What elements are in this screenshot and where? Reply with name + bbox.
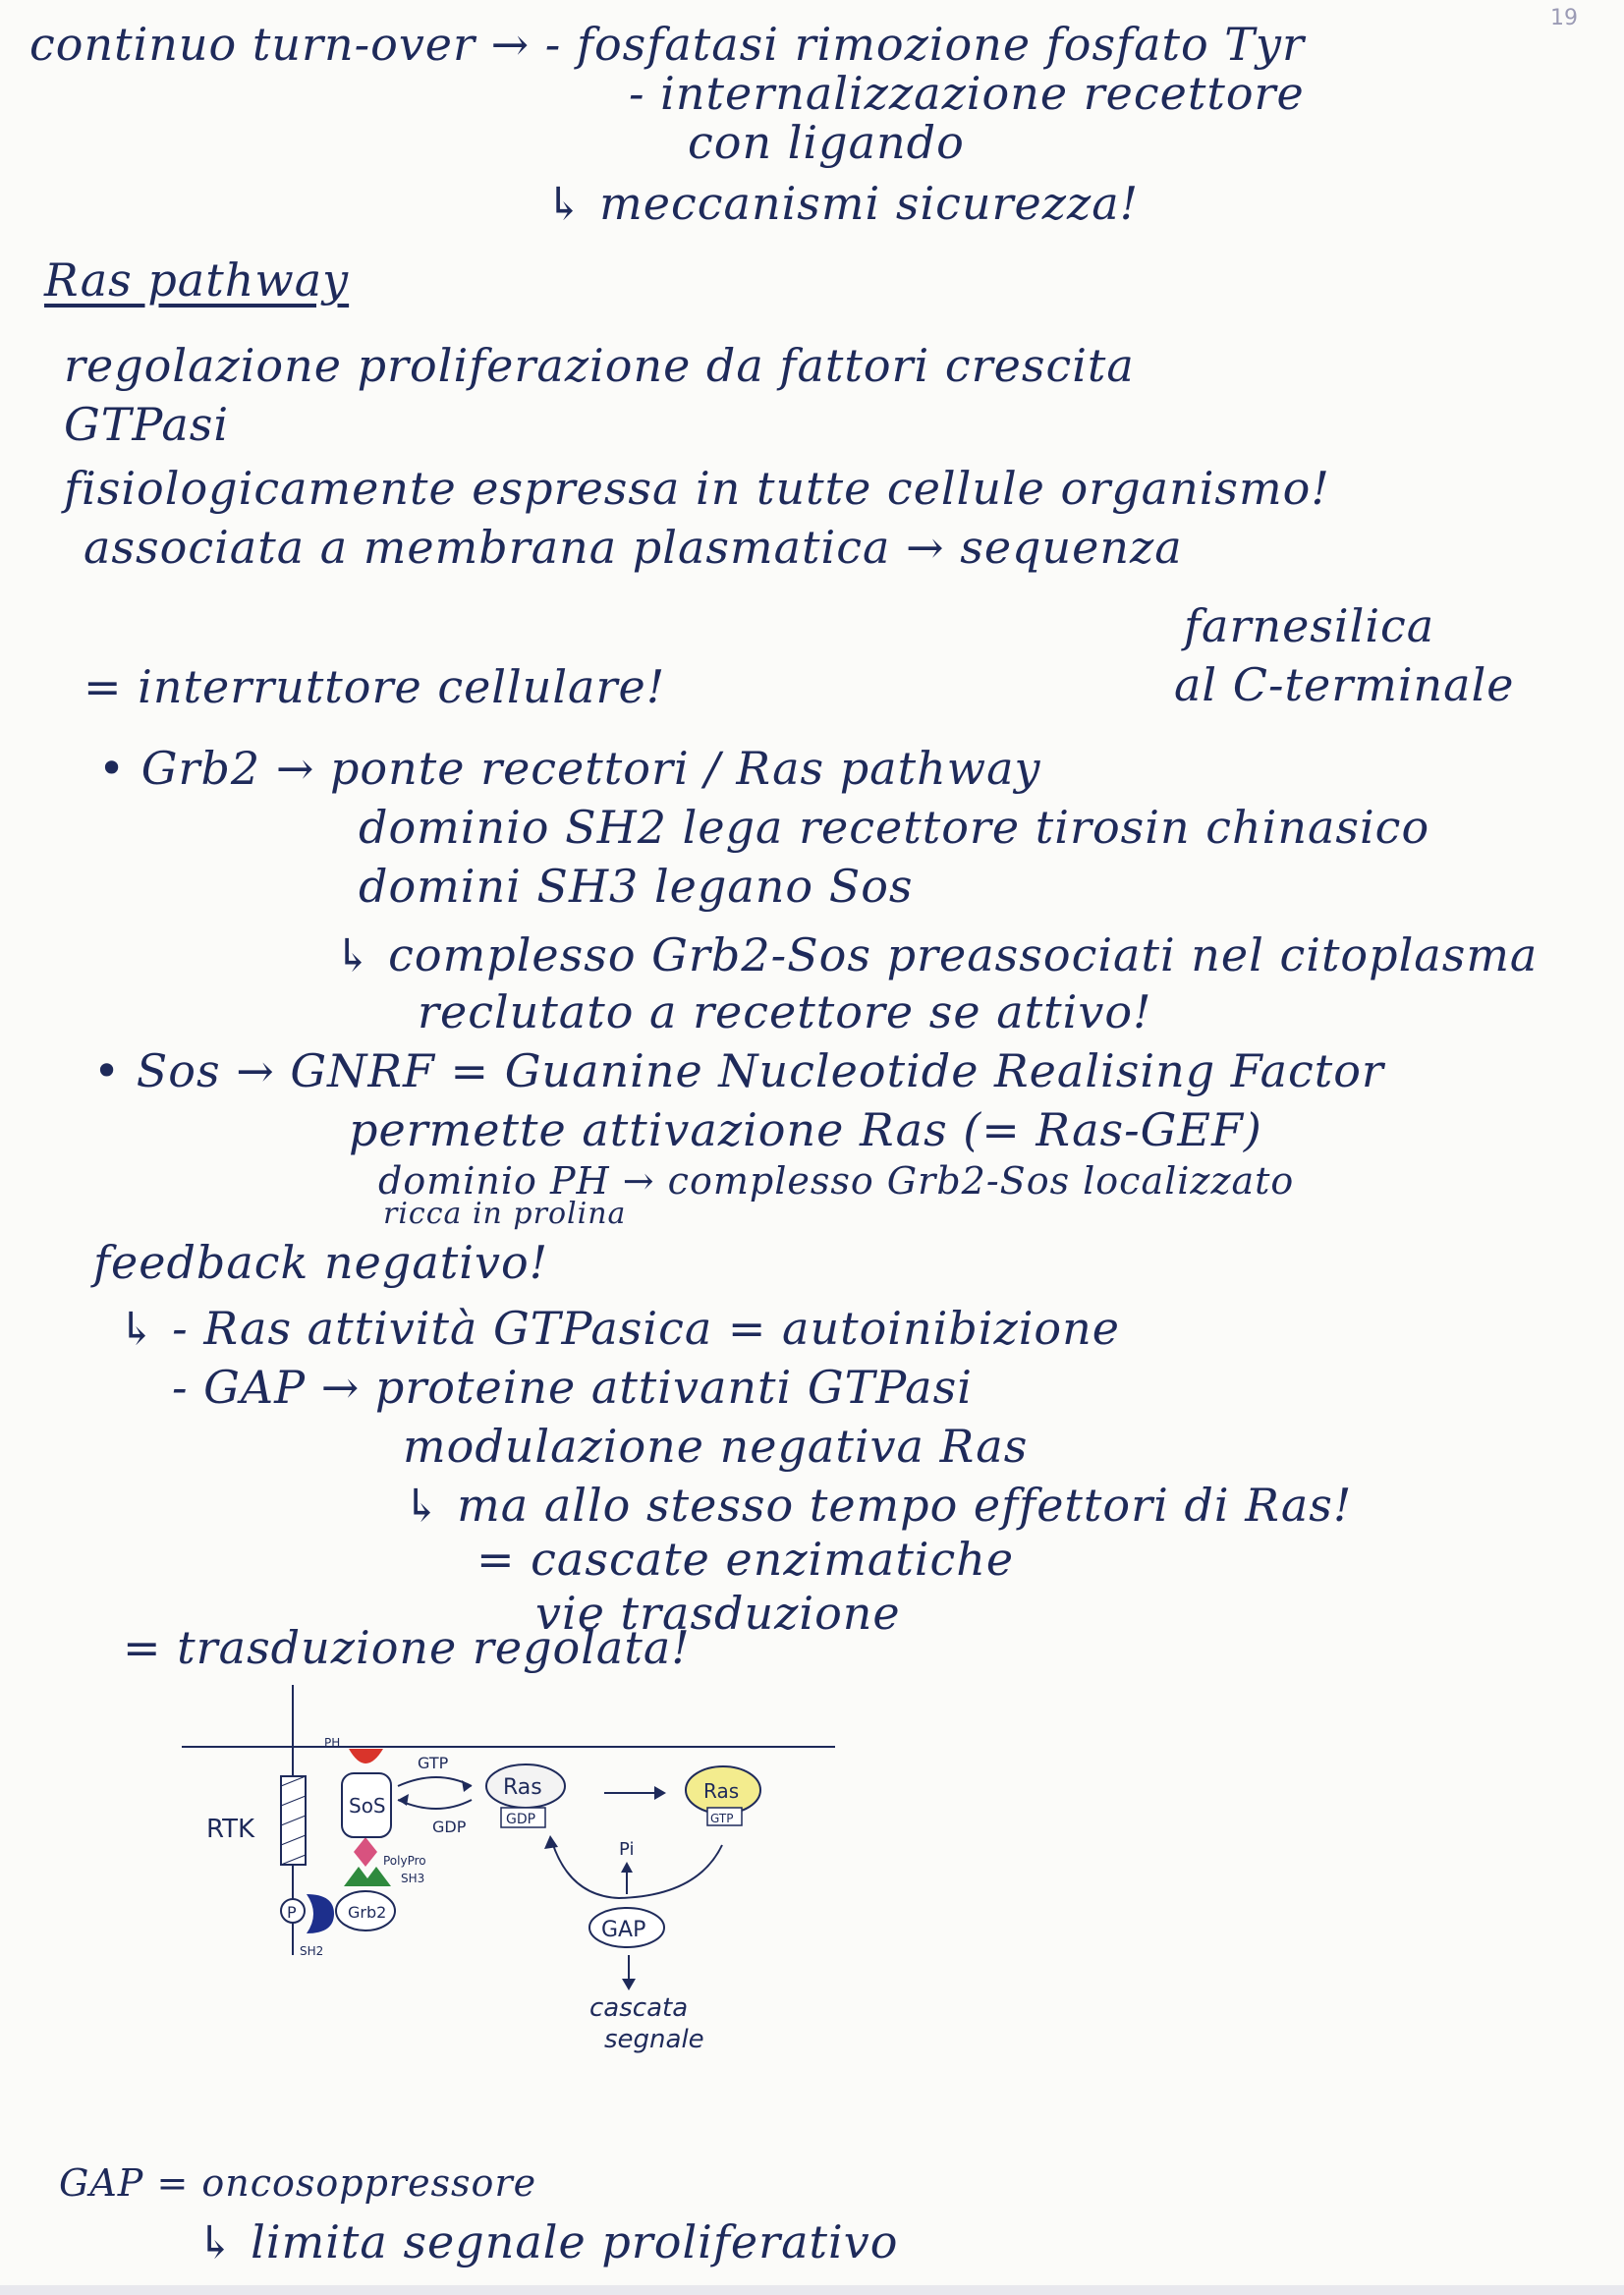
gap-label: GAP xyxy=(601,1918,646,1942)
grb2-label: Grb2 xyxy=(348,1903,387,1922)
ras-gdp-label: Ras xyxy=(503,1775,542,1800)
text-line: ↳ complesso Grb2-Sos preassociati nel citoplasma xyxy=(334,928,1539,981)
text-line: ↳ ma allo stesso tempo effettori di Ras! xyxy=(403,1479,1353,1532)
text-line: • Sos → GNRF = Guanine Nucleotide Realising Factor xyxy=(93,1044,1384,1097)
text-line: domini SH3 legano Sos xyxy=(359,860,914,913)
text-line: associata a membrana plasmatica → sequenza xyxy=(84,521,1183,574)
text-line: • Grb2 → ponte recettori / Ras pathway xyxy=(98,742,1041,795)
section-heading: Ras pathway xyxy=(44,253,350,307)
text-line: fisiologicamente espressa in tutte cellule organismo! xyxy=(64,462,1330,515)
sh2-domain xyxy=(307,1894,334,1933)
gdp-out-arrow xyxy=(398,1800,472,1809)
ph-label: PH xyxy=(324,1736,341,1750)
polypro-label: PolyPro xyxy=(383,1854,426,1868)
sos-label: SoS xyxy=(349,1794,386,1818)
text-line: = trasduzione regolata! xyxy=(123,1621,691,1674)
page-edge xyxy=(0,2285,1624,2295)
text-line: ↳ meccanismi sicurezza! xyxy=(545,177,1140,230)
text-line: vie trasduzione xyxy=(535,1587,901,1640)
text-line: modulazione negativa Ras xyxy=(403,1420,1029,1473)
text-line: ricca in prolina xyxy=(383,1197,627,1231)
ras-pathway-diagram xyxy=(147,1670,835,2083)
text-line: regolazione proliferazione da fattori crescita xyxy=(64,339,1135,392)
ph-domain xyxy=(349,1749,383,1763)
text-line: = cascate enzimatiche xyxy=(476,1533,1015,1586)
text-line: dominio PH → complesso Grb2-Sos localizzato xyxy=(378,1159,1295,1203)
text-line: feedback negativo! xyxy=(93,1236,549,1289)
polypro-domain xyxy=(354,1837,377,1867)
cascade-label-2: segnale xyxy=(604,2025,704,2054)
text-line: farnesilica xyxy=(1184,599,1435,652)
text-line: ↳ limita segnale proliferativo xyxy=(196,2215,899,2268)
text-line: reclutato a recettore se attivo! xyxy=(418,985,1152,1038)
cascade-label-1: cascata xyxy=(589,1993,689,2023)
rtk-label: RTK xyxy=(206,1815,255,1844)
text-line: ↳ - Ras attività GTPasica = autoinibizione xyxy=(118,1302,1120,1355)
text-line: con ligando xyxy=(688,116,965,169)
sh3-label: SH3 xyxy=(401,1872,425,1885)
phosphate-label: P xyxy=(287,1903,297,1922)
gdp-box-label: GDP xyxy=(506,1812,536,1827)
text-line: GTPasi xyxy=(64,398,230,451)
ras-gtp-label: Ras xyxy=(703,1779,740,1803)
gtp-arrow-label: GTP xyxy=(418,1754,449,1772)
gdp-arrow-label: GDP xyxy=(432,1818,467,1836)
text-line: permette attivazione Ras (= Ras-GEF) xyxy=(349,1103,1262,1156)
text-line: - GAP → proteine attivanti GTPasi xyxy=(172,1361,973,1414)
text-line: = interruttore cellulare! xyxy=(84,660,666,713)
text-line: - internalizzazione recettore xyxy=(629,67,1305,120)
text-line: GAP = oncosoppressore xyxy=(59,2161,537,2205)
text-line: dominio SH2 lega recettore tirosin chinasico xyxy=(359,801,1430,854)
gap-hydrolysis-arrow xyxy=(552,1842,722,1898)
page-number: 19 xyxy=(1550,6,1578,30)
gtp-box-label: GTP xyxy=(710,1812,734,1825)
text-line: continuo turn-over → - fosfatasi rimozione fosfato Tyr xyxy=(29,18,1305,71)
text-line: al C-terminale xyxy=(1174,658,1515,711)
gtp-in-arrow xyxy=(398,1777,472,1786)
sh2-label: SH2 xyxy=(300,1944,324,1958)
pi-label: Pi xyxy=(619,1839,635,1860)
